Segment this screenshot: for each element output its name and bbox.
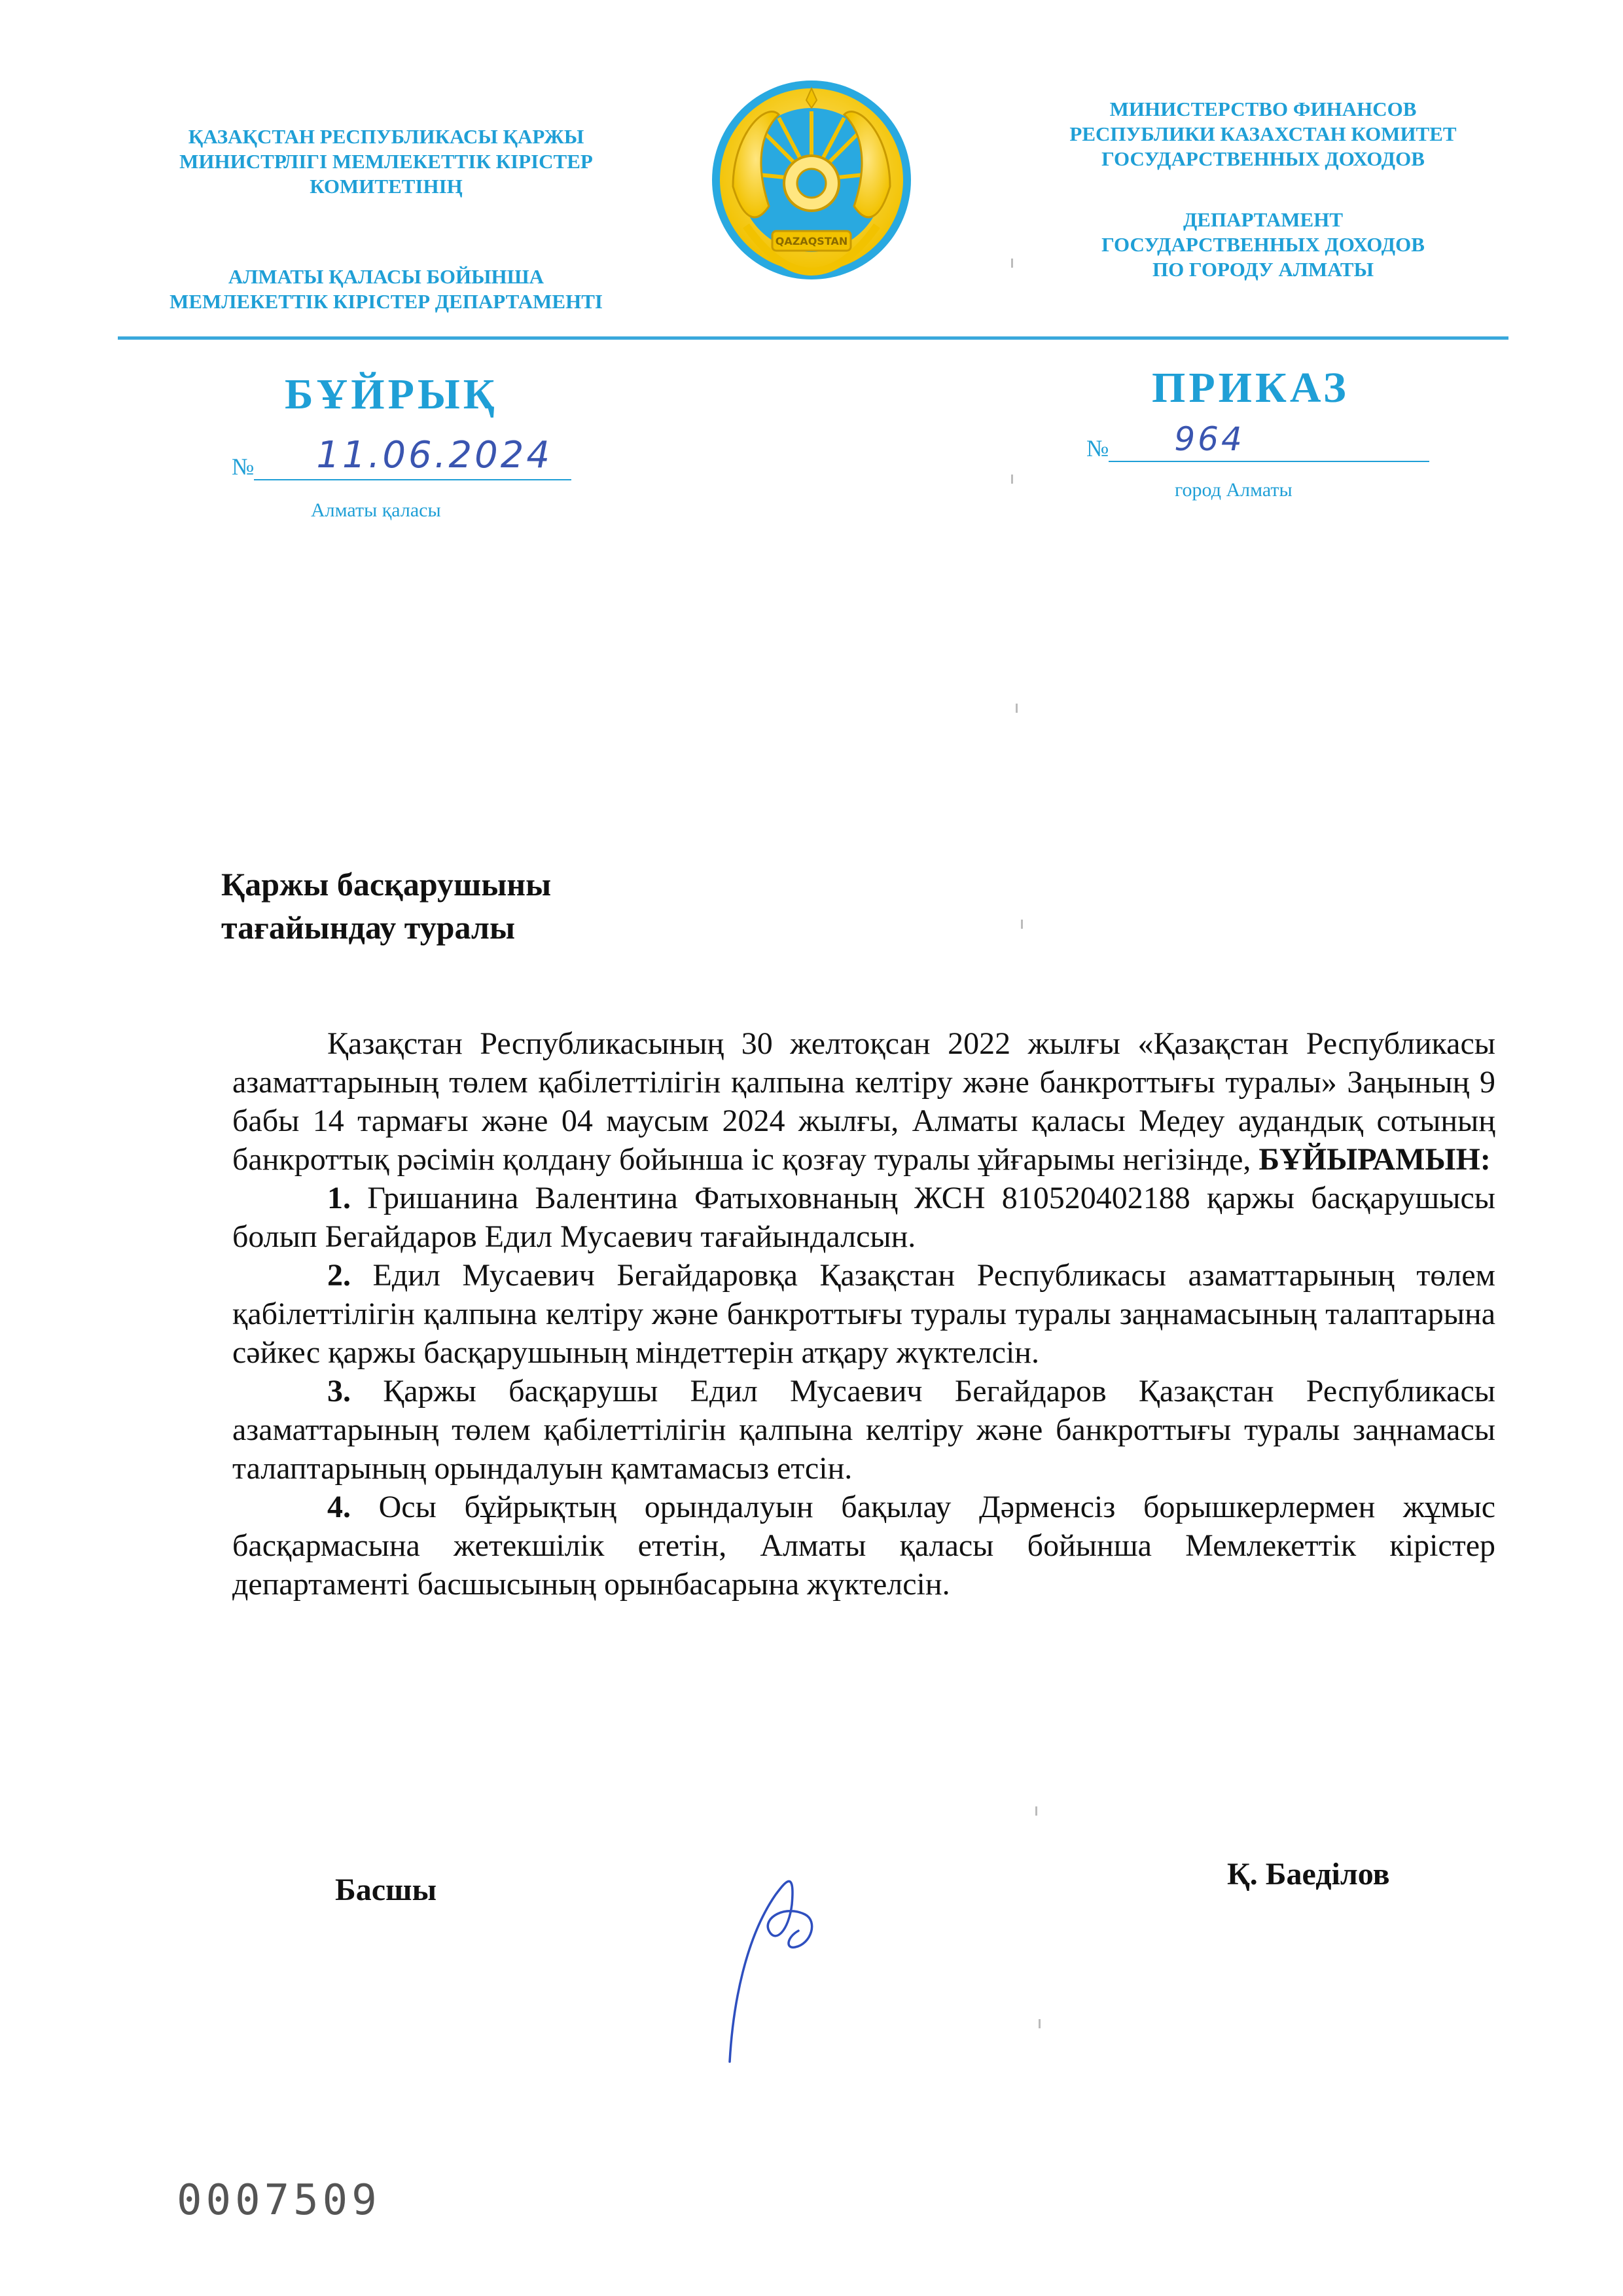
scan-speck: [1021, 920, 1023, 929]
scan-speck: [1011, 259, 1013, 268]
header-kz-line: КОМИТЕТІНІҢ: [310, 175, 463, 198]
header-kz: [98, 124, 674, 314]
header-ru: [982, 97, 1544, 282]
number-underline: [254, 434, 571, 480]
order-subject: [221, 863, 551, 949]
order-item: [232, 1256, 1495, 1372]
scan-speck: [1039, 2019, 1041, 2028]
order-item: [232, 1179, 1495, 1256]
header-ru-line: ПО ГОРОДУ АЛМАТЫ: [1152, 258, 1374, 281]
number-sign: №: [1086, 435, 1109, 461]
handwritten-signature: [713, 1833, 844, 2068]
order-item: [232, 1372, 1495, 1488]
serial-number: 0007509: [177, 2176, 381, 2225]
order-number-kz: [232, 434, 571, 480]
signer-title: Басшы: [335, 1873, 437, 1907]
header-kz-line: МИНИСТРЛІГІ МЕМЛЕКЕТТІК КІРІСТЕР: [179, 150, 593, 173]
header-kz-line: АЛМАТЫ ҚАЛАСЫ БОЙЫНША: [228, 265, 544, 288]
scan-speck: [1035, 1806, 1037, 1816]
item-number: 2.: [327, 1258, 351, 1293]
signer-name: Қ. Баеділов: [1227, 1857, 1390, 1892]
subject-line: Қаржы басқарушыны: [221, 866, 552, 903]
order-body: [232, 1024, 1495, 1604]
subject-line: тағайындау туралы: [221, 909, 516, 946]
header-ru-line: МИНИСТЕРСТВО ФИНАНСОВ: [1109, 98, 1417, 120]
command-word: БҰЙЫРАМЫН:: [1258, 1142, 1491, 1177]
header-ru-line: ДЕПАРТАМЕНТ: [1183, 208, 1344, 231]
number-sign: №: [232, 454, 255, 480]
scan-speck: [1011, 475, 1013, 484]
order-number-ru: [1086, 420, 1429, 462]
handwritten-number: 964: [1174, 420, 1245, 458]
item-text: Қаржы басқарушы Едил Мусаевич Бегайдаров Қазақстан Республикасы азаматтарының төлем қабілеттілігін қалпына келтіру және банкроттығы туралы заңнамасы талаптарының орындалуын қамтамасыз етсін.: [232, 1374, 1496, 1486]
order-title-kz: БҰЙРЫҚ: [285, 370, 498, 418]
number-underline: [1109, 420, 1429, 462]
emblem-text: QAZAQSTAN: [775, 235, 848, 247]
header-kz-line: МЕМЛЕКЕТТІК КІРІСТЕР ДЕПАРТАМЕНТІ: [169, 290, 603, 313]
order-item: [232, 1488, 1495, 1604]
header-ru-line: РЕСПУБЛИКИ КАЗАХСТАН КОМИТЕТ: [1069, 122, 1457, 145]
preamble-text: Қазақстан Республикасының 30 желтоқсан 2022 жылғы «Қазақстан Республикасы азаматтарының төлем қабілеттілігін қалпына келтіру және банкроттығы туралы» Заңының 9 бабы 14 тармағы және 04 маусым 2024 жылғы, Алматы қаласы Медеу аудандық сотының банкроттық рәсімін қолдану бойынша іс қозғау туралы ұйғарымы негізінде,: [232, 1026, 1495, 1177]
place-ru: город Алматы: [1175, 479, 1293, 501]
header-ru-line: ГОСУДАРСТВЕННЫХ ДОХОДОВ: [1101, 147, 1425, 170]
handwritten-date: 11.06.2024: [316, 434, 552, 476]
item-number: 4.: [327, 1490, 351, 1524]
item-text: Едил Мусаевич Бегайдаровқа Қазақстан Республикасы азаматтарының төлем қабілеттілігін қалпына келтіру және банкроттығы туралы туралы заңнамасының талаптарына сәйкес қаржы басқарушының міндеттерін атқару жүктелсін.: [232, 1258, 1496, 1370]
preamble-paragraph: [232, 1024, 1495, 1179]
item-text: Гришанина Валентина Фатыховнаның ЖСН 810520402188 қаржы басқарушысы болып Бегайдаров Едил Мусаевич тағайындалсын.: [232, 1181, 1496, 1254]
header-divider: [118, 336, 1508, 340]
item-number: 3.: [327, 1374, 351, 1408]
header-kz-line: ҚАЗАҚСТАН РЕСПУБЛИКАСЫ ҚАРЖЫ: [188, 125, 584, 148]
item-number: 1.: [327, 1181, 351, 1215]
order-title-ru: ПРИКАЗ: [1152, 364, 1349, 412]
header-ru-line: ГОСУДАРСТВЕННЫХ ДОХОДОВ: [1101, 233, 1425, 256]
scan-speck: [1016, 704, 1018, 713]
item-text: Осы бұйрықтың орындалуын бақылау Дәрменсіз борышкерлермен жұмыс басқармасына жетекшілік ететін, Алматы қаласы бойынша Мемлекеттік кірістер департаменті басшысының орынбасарына жүктелсін.: [232, 1490, 1495, 1602]
state-emblem-icon: [707, 75, 916, 291]
place-kz: Алматы қаласы: [311, 499, 441, 521]
